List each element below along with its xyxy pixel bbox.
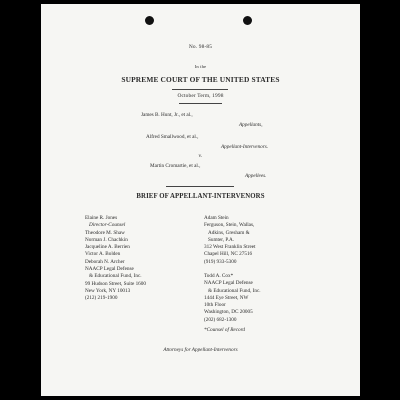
intervenors-name: Alfred Smallwood, et al.,	[146, 134, 199, 140]
counsel-line: (202) 682-1300	[204, 316, 237, 323]
in-the-label: In the	[194, 64, 207, 69]
appellees-name: Martin Cromartie, et al.,	[150, 163, 201, 169]
counsel-line: Deborah N. Archer	[85, 258, 125, 265]
counsel-line: Theodore M. Shaw	[85, 229, 125, 236]
counsel-line: NAACP Legal Defense	[85, 266, 134, 273]
counsel-of-record-note: *Counsel of Record	[204, 327, 246, 333]
versus-label: v.	[198, 153, 203, 159]
divider	[179, 103, 222, 104]
divider	[166, 186, 234, 187]
counsel-line: Sumter, P.A.	[208, 236, 235, 243]
counsel-line: (212) 219-1900	[85, 295, 118, 302]
counsel-line: Ferguson, Stein, Wallas,	[204, 222, 255, 229]
intervenors-role: Appellant-Intervenors.	[221, 144, 269, 150]
counsel-line: Jacqueline A. Berrien	[85, 244, 130, 251]
counsel-line: & Educational Fund, Inc.	[89, 273, 142, 280]
counsel-right-b	[204, 273, 261, 324]
counsel-line: 1444 Eye Street, NW	[204, 294, 249, 301]
counsel-line: 10th Floor	[204, 302, 226, 309]
counsel-line: & Educational Fund, Inc.	[208, 287, 261, 294]
docket-number: No. 98-85	[188, 44, 213, 50]
counsel-line: Todd A. Cox*	[204, 273, 234, 279]
counsel-line: 312 West Franklin Street	[204, 244, 256, 251]
appellants-role: Appellants,	[239, 122, 263, 128]
appellees-role: Appellees.	[245, 173, 267, 179]
appellants-name: James B. Hunt, Jr., et al.,	[141, 112, 193, 118]
counsel-left	[85, 215, 146, 303]
punch-hole-right	[243, 16, 252, 25]
counsel-line: (919) 933-5300	[204, 258, 237, 265]
counsel-line: Chapel Hill, NC 27516	[204, 251, 253, 258]
counsel-line: 99 Hudson Street, Suite 1600	[85, 280, 146, 287]
counsel-line: Elaine R. Jones	[85, 215, 118, 221]
brief-title: BRIEF OF APPELLANT-INTERVENORS	[136, 193, 265, 200]
counsel-line: Adam Stein	[204, 215, 229, 221]
counsel-line: Director-Counsel	[89, 222, 126, 229]
counsel-line: NAACP Legal Defense	[204, 280, 253, 287]
counsel-line: Victor A. Bolden	[85, 251, 121, 258]
counsel-line: Adkins, Gresham &	[208, 229, 250, 236]
term-label: October Term, 1998	[177, 93, 224, 99]
punch-hole-left	[145, 16, 154, 25]
divider	[172, 89, 228, 90]
document-page	[41, 4, 360, 396]
counsel-line: New York, NY 10013	[85, 287, 131, 294]
counsel-line: Norman J. Chachkin	[85, 236, 128, 243]
counsel-line: Washington, DC 20005	[204, 309, 253, 316]
counsel-right-a	[204, 215, 256, 266]
attorneys-for-label: Attorneys for Appellant-Intervenors	[163, 347, 238, 353]
court-name: SUPREME COURT OF THE UNITED STATES	[121, 75, 280, 84]
